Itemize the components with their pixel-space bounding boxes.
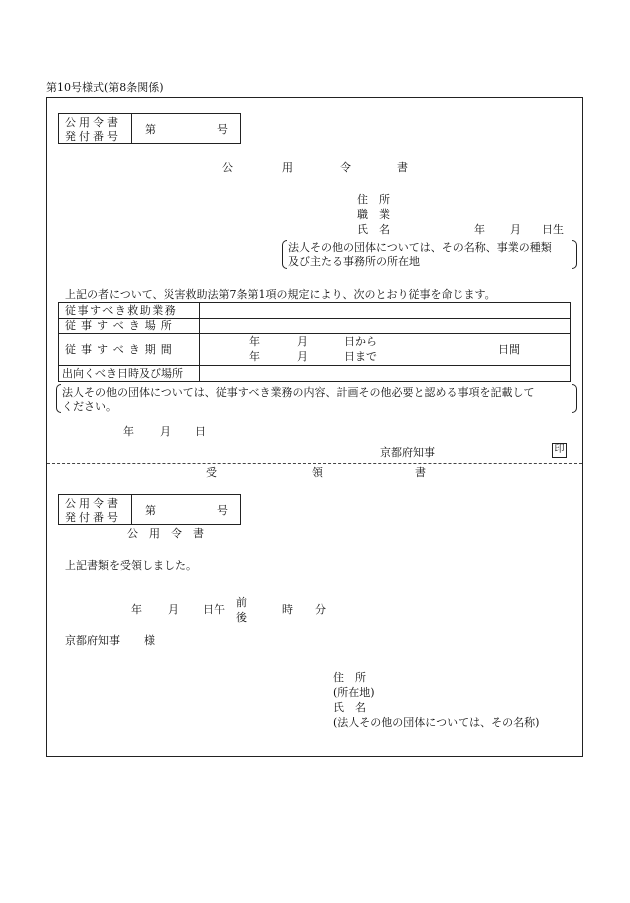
receipt-number-dai: 第 <box>145 504 156 517</box>
row-rescue-work-label: 従事すべき救助業務 <box>65 304 178 317</box>
address-note-2: 及び主たる事務所の所在地 <box>288 255 420 268</box>
issue-tsuki: 月 <box>160 425 171 438</box>
note2-bracket-left <box>56 384 61 413</box>
issue-number-gou: 号 <box>217 123 228 136</box>
period-to-tsuki: 月 <box>297 350 308 363</box>
row-period-label: 従事すべき期間 <box>65 343 177 356</box>
title-char-2: 用 <box>282 161 293 174</box>
receiver-address-label: 住 所 <box>333 671 366 684</box>
content-note-1: 法人その他の団体については、従事すべき業務の内容、計画その他必要と認める事項を記載して <box>62 386 535 399</box>
issue-hi: 日 <box>195 425 206 438</box>
period-to-hi: 日まで <box>344 350 377 363</box>
receipt-title-char-3: 書 <box>415 466 426 479</box>
addressee-sama: 様 <box>144 634 155 647</box>
table-col-divider <box>199 303 200 381</box>
table-row-divider <box>59 333 570 334</box>
period-from-hi: 日から <box>344 335 377 348</box>
occupation-label: 職 業 <box>357 208 390 221</box>
issue-number-label-1: 公用令書 <box>65 116 121 129</box>
receipt-nen: 年 <box>131 603 142 616</box>
seal-mark: 印 <box>552 443 567 458</box>
period-from-nen: 年 <box>249 335 260 348</box>
name-label: 氏 名 <box>357 223 390 236</box>
table-row-divider <box>59 365 570 366</box>
birth-hi: 日生 <box>542 223 564 236</box>
receipt-fun: 分 <box>315 603 326 616</box>
order-text: 上記の者について、災害救助法第7条第1項の規定により、次のとおり従事を命じます。 <box>65 288 496 301</box>
receipt-number-box <box>58 494 241 525</box>
content-note-2: ください。 <box>62 400 117 413</box>
address-label: 住 所 <box>357 193 390 206</box>
receiver-name-label: 氏 名 <box>333 701 366 714</box>
receipt-document-name: 公 用 令 書 <box>127 527 204 540</box>
receipt-tsuki: 月 <box>168 603 179 616</box>
issuer-name: 京都府知事 <box>380 446 435 459</box>
receipt-number-label-2: 発付番号 <box>65 511 121 524</box>
receipt-pm: 後 <box>236 611 247 624</box>
row-place-label: 従事すべき場所 <box>65 319 177 332</box>
birth-tsuki: 月 <box>510 223 521 236</box>
issue-nen: 年 <box>123 425 134 438</box>
addressee-name: 京都府知事 <box>65 634 120 647</box>
address-note-1: 法人その他の団体については、その名称、事業の種類 <box>288 241 552 254</box>
receipt-number-gou: 号 <box>217 504 228 517</box>
note-bracket-right <box>572 240 577 269</box>
box-divider <box>131 114 132 143</box>
row-report-label: 出向くべき日時及び場所 <box>62 367 183 380</box>
receiver-note: (法人その他の団体については、その名称) <box>333 716 540 729</box>
receipt-ji: 時 <box>282 603 293 616</box>
birth-nen: 年 <box>474 223 485 236</box>
period-days: 日間 <box>498 343 520 356</box>
receipt-hi-go: 日午 <box>203 603 225 616</box>
title-char-4: 書 <box>397 161 408 174</box>
period-to-nen: 年 <box>249 350 260 363</box>
note2-bracket-right <box>572 384 577 413</box>
form-label: 第10号様式(第8条関係) <box>46 81 164 94</box>
receipt-title-char-1: 受 <box>206 466 217 479</box>
period-from-tsuki: 月 <box>297 335 308 348</box>
title-char-1: 公 <box>222 161 233 174</box>
cut-line <box>47 463 582 464</box>
title-char-3: 令 <box>340 161 351 174</box>
receipt-am: 前 <box>236 596 247 609</box>
duty-table <box>58 302 571 382</box>
receipt-number-label-1: 公用令書 <box>65 497 121 510</box>
receipt-text: 上記書類を受領しました。 <box>65 559 197 572</box>
receiver-location-label: (所在地) <box>333 686 375 699</box>
issue-number-dai: 第 <box>145 123 156 136</box>
receipt-title-char-2: 領 <box>312 466 323 479</box>
issue-number-box <box>58 113 241 144</box>
box-divider <box>131 495 132 524</box>
issue-number-label-2: 発付番号 <box>65 130 121 143</box>
note-bracket-left <box>282 240 287 269</box>
